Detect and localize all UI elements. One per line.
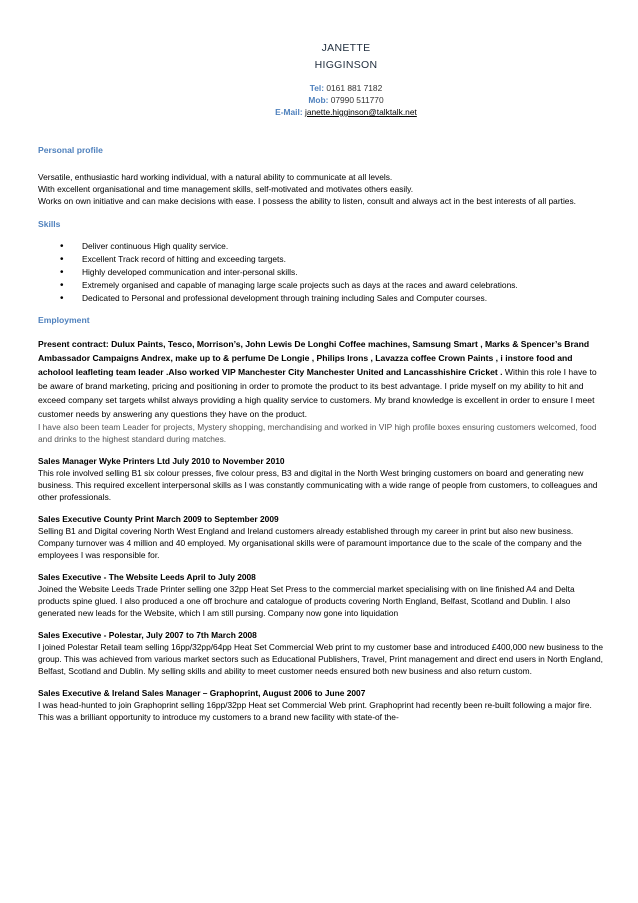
skill-item: • Extremely organised and capable of managing large scale projects such as days at the races and award celebrations.: [64, 279, 604, 292]
email-label: E-Mail:: [275, 107, 303, 117]
job-description: Joined the Website Leeds Trade Printer selling one 32pp Heat Set Press to the commercial market specialising with on line finished A4 and Delta products spine glued. I also produced a one off brochure and catalogue of products covering North England, Belfast, Scotland and Dublin. I also generated new leads for the Website, which I am still pursing. Company now gone into liquidation: [38, 584, 575, 618]
employment-heading: Employment: [38, 315, 90, 325]
mob-line: [88, 94, 604, 106]
present-contract-title: Present contract: Dulux Paints, Tesco, Morrison’s, John Lewis De Longhi Coffee machines, Samsung Smart , Marks & Spencer’s Brand Ambassador Campaigns Andrex, make up to & perfume De Longie , Philips Irons , Lavazza coffee Crown Paints , i instore food and acholool leafleting team leader .Also worked VIP Manchester City Manchester United and Lancasshishire Cricket .: [38, 339, 590, 377]
mob-value: 07990 511770: [330, 95, 384, 105]
skills-heading: Skills: [38, 219, 61, 229]
skill-item: • Highly developed communication and inter-personal skills.: [64, 266, 604, 279]
email-link[interactable]: janette.higginson@talktalk.net: [304, 107, 417, 117]
job-description: This role involved selling B1 six colour presses, five colour press, B3 and digital in the North West bringing customers on board and generating new business. This required excellent interpersonal skills as I was constantly communicating with a wide range of people from customers, to colleagues and other professionals.: [38, 468, 598, 502]
job-description: Selling B1 and Digital covering North West England and Ireland customers already established through my career in print but also new business. Company turnover was 4 million and 40 employed. My organisational skills were of paramount importance due to the scale of the company and the employees I was responsible for.: [38, 526, 582, 560]
skills-list: [38, 240, 604, 305]
skill-item: • Deliver continuous High quality service.: [64, 240, 604, 253]
profile-line-3: Works on own initiative and can make decisions with ease. I possess the ability to listen, consult and always act in the best interests of all parties.: [38, 196, 576, 206]
resume-page: [38, 0, 604, 723]
present-contract-extra: I have also been team Leader for projects, Mystery shopping, merchandising and worked in VIP high profile boxes ensuring customers welcomed, food and drinks to the highest standard during matches.: [38, 422, 597, 444]
profile-heading: Personal profile: [38, 145, 103, 155]
present-contract-text: Within this role I have to be aware of brand marketing, pricing and positioning in order to promote the product to its best advantage. I pride myself on my ability to hit and exceed company set targets whilst always providing a high quality service to customers. My brand knowledge is excellent in order to ensure I meet customer needs by answering any questions they have on the product.: [38, 367, 597, 419]
job-title: Sales Executive - The Website Leeds April to July 2008: [38, 572, 256, 582]
skill-item: • Excellent Track record of hitting and exceeding targets.: [64, 253, 604, 266]
job-title: Sales Executive County Print March 2009 to September 2009: [38, 514, 279, 524]
profile-line-2: With excellent organisational and time management skills, self-motivated and motivates others easily.: [38, 184, 414, 194]
job-description: I was head-hunted to join Graphoprint selling 16pp/32pp Heat set Commercial Web print. Graphoprint had recently been re-built following a major fire. This was a brilliant opportunity to introduce my customers to a brand new facility with state-of the-: [38, 700, 592, 722]
profile-line-1: Versatile, enthusiastic hard working individual, with a natural ability to communicate at all levels.: [38, 172, 393, 182]
tel-label: Tel:: [309, 83, 325, 93]
tel-value: 0161 881 7182: [326, 83, 383, 93]
present-contract: [38, 337, 604, 421]
email-line: [88, 106, 604, 118]
job-title: Sales Manager Wyke Printers Ltd July 2010 to November 2010: [38, 456, 285, 466]
last-name: HIGGINSON: [314, 59, 378, 71]
skill-item: • Dedicated to Personal and professional development through training including Sales and Computer courses.: [64, 292, 604, 305]
resume-header: [38, 40, 604, 118]
first-name: JANETTE: [321, 42, 371, 54]
job-description: I joined Polestar Retail team selling 16pp/32pp/64pp Heat Set Commercial Web print to my customer base and introduced £400,000 new business to the group. This was achieved from various market sectors such as Educational Publishers, Travel, Print management and direct end users in North England, Belfast, Scotland and Dublin. My selling skills and ability to meet customer needs ensured both new business and also return custom.: [38, 642, 604, 676]
tel-line: [88, 82, 604, 94]
job-title: Sales Executive & Ireland Sales Manager – Graphoprint, August 2006 to June 2007: [38, 688, 366, 698]
job-title: Sales Executive - Polestar, July 2007 to 7th March 2008: [38, 630, 257, 640]
mob-label: Mob:: [308, 95, 329, 105]
